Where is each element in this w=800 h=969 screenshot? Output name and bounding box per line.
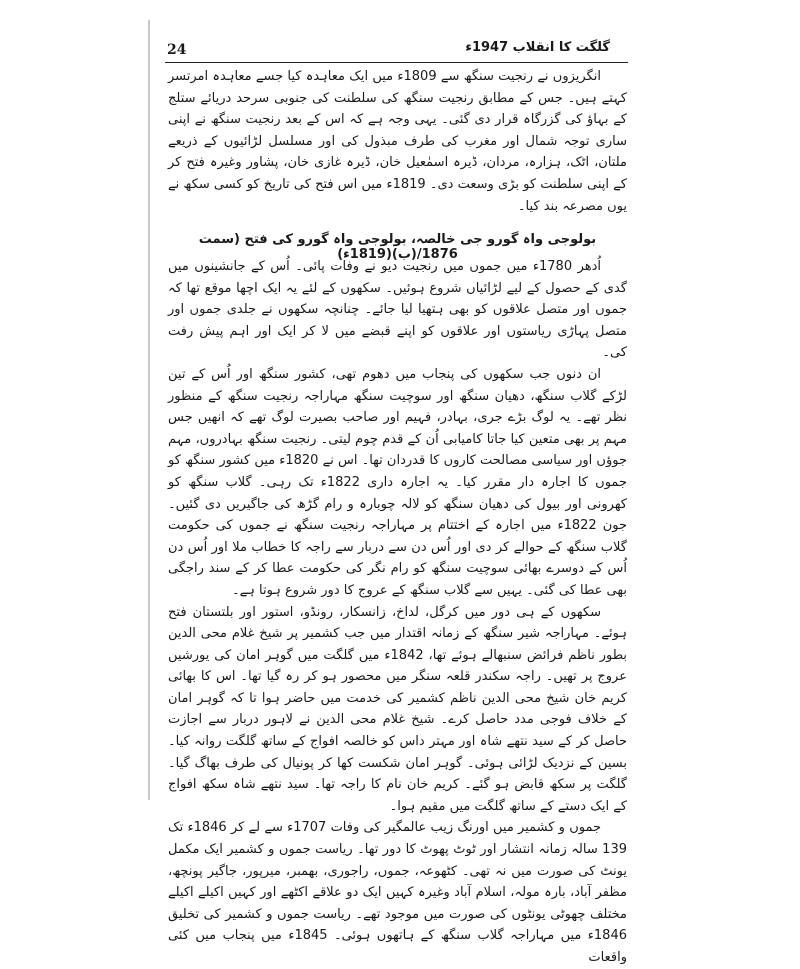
paragraph-gulab-singh: ان دنوں جب سکھوں کی پنجاب میں دھوم تھی، کشور سنگھ اور اُس کے تین لڑکے گلاب سنگھ، دھیان سنگھ اور سوچیت سنگھ مہاراجہ رنجیت سنگھ کے منظور نظر تھے۔ یہ لوگ بڑے جری، بہادر، فہیم اور صاحب بصیرت لوگ تھے کہ انھیں جس مہم پر بھی متعین کیا جاتا کامیابی اُن کے قدم چوم لیتی۔ رنجیت سنگھ بہادروں، مہم جوؤں اور سیاسی مصالحت کاروں کا قدردان تھا۔ اس نے 1820ء میں کشور سنگھ کو جموں کا اجارہ دار مقرر کیا۔ یہ اجارہ داری 1822ء تک رہی۔ گلاب سنگھ کو کھرونی اور بیول کی دھیان سنگھ کو لالہ چوبارہ و رام گڑھ کی جاگیریں دی گئیں۔ جون 1822ء میں اجارہ کے اختتام پر مہاراجہ رنجیت سنگھ نے جموں کی حکومت گلاب سنگھ کے حوالے کر دی اور اُس دن سے دربار سے راجہ کا خطاب ملا اور اُس دن اُس کے دوسرے بھائی سوچیت سنگھ کو رام نگر کی حکومت عطا کر کے سند راجگی بھی عطا کی گئی۔ یہیں سے گلاب سنگھ کے عروج کا دور شروع ہوتا ہے۔ <box>168 366 627 598</box>
running-title: گلگت کا انقلاب 1947ء <box>465 40 610 55</box>
paragraph-gilgit-conquest: سکھوں کے ہی دور میں کرگل، لداخ، زانسکار، رونڈو، استور اور بلتستان فتح ہوئے۔ مہاراجہ شیر سنگھ کے زمانہ اقتدار میں جب کشمیر پر شیخ غلام محی الدین بطور ناظم فرائض سنبھالے ہوئے تھا، 1842ء میں گلگت میں گوہر امان کی یورشیں عروج پر تھیں۔ راجہ سکندر قلعہ سنگر میں محصور ہو کر رہ گیا تھا۔ اس کا بھائی کریم خان شیخ محی الدین ناظم کشمیر کی خدمت میں حاضر ہوا تا کہ گوہر امان کے خلاف فوجی مدد حاصل کرے۔ شیخ غلام محی الدین نے لاہور دربار سے اجازت حاصل کر کے سید نتھے شاہ اور مہتر داس کو خالصہ افواج کے ساتھ گلگت روانہ کیا۔ بسین کے نزدیک لڑائی ہوئی۔ گوہر امان شکست کھا کر پونیال کی طرف بھاگ گیا۔ گلگت پر سکھ قابض ہو گئے۔ کریم خان نام کا راجہ تھا۔ سید نتھے شاہ سکھ افواج کے ایک دستے کے ساتھ گلگت میں مقیم ہوا۔ <box>168 604 628 814</box>
paragraph-treaty: انگریزوں نے رنجیت سنگھ سے 1809ء میں ایک معاہدہ کیا جسے معاہدہ امرتسر کہتے ہیں۔ جس کے مطابق رنجیت سنگھ کی سلطنت کی جنوبی سرحد دریائے ستلج کے بہاؤ کی گزرگاہ قرار دی گئی۔ یہی وجہ ہے کہ اس کے بعد رنجیت سنگھ نے اپنی ساری توجہ شمال اور مغرب کی طرف مبذول کی اور مسلسل لڑائیوں کے ذریعے ملتان، اٹک، ہزارہ، مردان، ڈیرہ اسمٰعیل خان، ڈیرہ غازی خان، پشاور وغیرہ فتح کر کے اپنی سلطنت کو بڑی وسعت دی۔ 1819ء میں اس فتح کی تاریخ کو کسی سکھ نے یوں مصرعہ بند کیا۔ <box>168 69 627 214</box>
section-two-text <box>168 256 627 969</box>
section-one-text <box>168 66 627 217</box>
paragraph-state-formation: جموں و کشمیر میں اورنگ زیب عالمگیر کی وفات 1707ء سے لے کر 1846ء تک 139 سالہ زمانہ انتشار اور ٹوٹ پھوٹ کا دور تھا۔ ریاست جموں و کشمیر ایک مکمل یونٹ کی صورت میں نہ تھی۔ کٹھوعہ، جموں، راجوری، بھمبر، میرپور، جاگیر پونچھ، مظفر آباد، بارہ مولہ، اسلام آباد وغیرہ کہیں ایک دو علاقے اکٹھے اور کہیں اکیلے اکیلے مختلف چھوٹی یونٹوں کی صورت میں موجود تھے۔ ریاست جموں و کشمیر کی تخلیق 1846ء میں مہاراجہ گلاب سنگھ کے ہاتھوں ہوئی۔ 1845ء میں پنجاب میں کئی واقعات <box>168 820 627 965</box>
header-rule <box>165 62 628 63</box>
page-gutter-edge <box>148 20 150 800</box>
paragraph-jammu: اُدھر 1780ء میں جموں میں رنجیت دیو نے وفات پائی۔ اُس کے جانشینوں میں گدی کے حصول کے لیے لڑائیاں شروع ہوئیں۔ سکھوں کے لئے یہ ایک اچھا موقع تھا کہ جموں اور متصل علاقوں کو بھی ہتھیا لیا جائے۔ چنانچہ سکھوں نے جلدی جموں اور متصل پہاڑی ریاستوں اور علاقوں کو اپنے قبضے میں لا کر ایک اور اہم پیش رفت کی۔ <box>168 259 627 361</box>
page-number: 24 <box>167 42 187 58</box>
verse-heading: بولوجی واہ گورو جی خالصہ، بولوجی واہ گورو کی فتح (سمت 1876/(ب)(1819ء) <box>198 232 597 262</box>
